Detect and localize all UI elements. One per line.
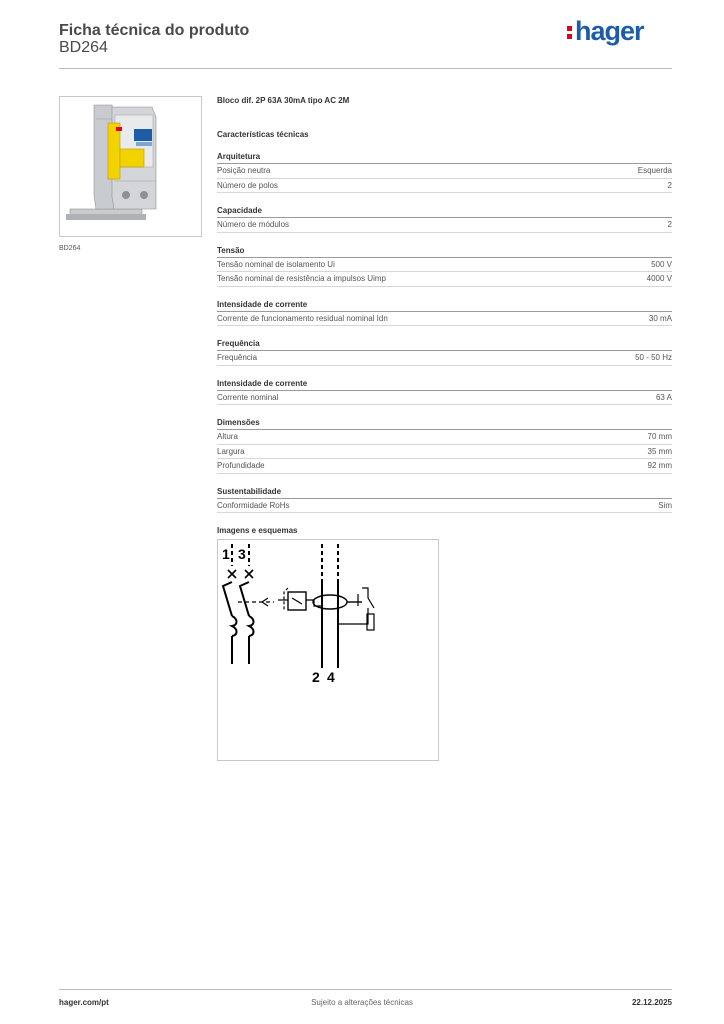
spec-value: 70 mm — [647, 432, 672, 441]
spec-label: Número de polos — [217, 180, 278, 190]
spec-group — [217, 375, 672, 406]
spec-group — [217, 242, 672, 287]
spec-row — [217, 164, 672, 179]
spec-label: Corrente nominal — [217, 392, 279, 402]
spec-table — [217, 148, 672, 513]
spec-row — [217, 445, 672, 460]
residual-current-block-icon — [60, 97, 201, 236]
spec-row — [217, 258, 672, 273]
spec-group-title: Tensão — [217, 242, 672, 258]
spec-group-title: Capacidade — [217, 202, 672, 218]
spec-group — [217, 335, 672, 366]
images-section-title: Imagens e esquemas — [217, 526, 298, 535]
spec-label: Profundidade — [217, 461, 265, 470]
spec-group-title: Frequência — [217, 335, 672, 351]
footer-date: 22.12.2025 — [631, 998, 672, 1007]
spec-row — [217, 272, 672, 287]
spec-value: 2 — [667, 180, 672, 190]
spec-row — [217, 499, 672, 514]
spec-row — [217, 312, 672, 327]
footer-website-link[interactable]: hager.com/pt — [59, 998, 109, 1007]
spec-value: 35 mm — [647, 446, 672, 456]
spec-row — [217, 430, 672, 445]
spec-value: Sim — [658, 500, 672, 510]
spec-row — [217, 351, 672, 366]
wiring-diagram — [217, 539, 439, 761]
product-code: BD264 — [59, 39, 108, 56]
spec-group-title: Dimensões — [217, 414, 672, 430]
terminal-label-2: 2 — [312, 669, 320, 685]
spec-label: Altura — [217, 432, 238, 441]
terminal-label-4: 4 — [327, 669, 335, 685]
spec-row — [217, 218, 672, 233]
schematic-diagram-icon — [218, 540, 438, 760]
spec-group — [217, 202, 672, 233]
image-caption: BD264 — [59, 245, 81, 252]
spec-value: 500 V — [651, 259, 672, 269]
spec-group-title: Sustentabilidade — [217, 483, 672, 499]
spec-group-title: Intensidade de corrente — [217, 375, 672, 391]
spec-group — [217, 148, 672, 193]
spec-label: Tensão nominal de resistência a impulsos Uimp — [217, 274, 386, 283]
product-image — [59, 96, 202, 237]
terminal-label-1: 1 — [222, 546, 230, 562]
page-title: Ficha técnica do produto — [59, 22, 250, 39]
product-description: Bloco dif. 2P 63A 30mA tipo AC 2M — [217, 96, 350, 105]
spec-row — [217, 179, 672, 194]
header-divider — [59, 68, 672, 69]
spec-label: Frequência — [217, 353, 258, 362]
logo-dots-icon — [566, 23, 574, 41]
spec-group — [217, 414, 672, 474]
spec-value: 92 mm — [647, 461, 672, 470]
spec-value: 30 mA — [648, 313, 672, 323]
spec-label: Posição neutra — [217, 166, 271, 175]
footer-divider — [59, 989, 672, 990]
spec-group-title: Intensidade de corrente — [217, 296, 672, 312]
spec-value: 63 A — [655, 392, 672, 402]
logo-text: hager — [575, 16, 644, 46]
spec-group — [217, 483, 672, 514]
spec-row — [217, 459, 672, 474]
spec-row — [217, 391, 672, 406]
terminal-label-3: 3 — [238, 546, 246, 562]
spec-label: Tensão nominal de isolamento Ui — [217, 259, 335, 269]
spec-label: Largura — [217, 446, 245, 456]
spec-value: Esquerda — [637, 166, 672, 175]
hager-logo — [566, 16, 644, 47]
specs-section-title: Características técnicas — [217, 130, 309, 139]
spec-label: Número de módulos — [217, 220, 290, 229]
spec-group-title: Arquitetura — [217, 148, 672, 164]
spec-value: 4000 V — [646, 274, 672, 283]
footer-notice: Sujeito a alterações técnicas — [311, 998, 413, 1007]
spec-column — [217, 95, 672, 761]
spec-value: 50 - 50 Hz — [635, 353, 672, 362]
spec-group — [217, 296, 672, 327]
spec-label: Conformidade RoHs — [217, 500, 290, 510]
spec-label: Corrente de funcionamento residual nominal Idn — [217, 313, 388, 323]
spec-value: 2 — [667, 220, 672, 229]
